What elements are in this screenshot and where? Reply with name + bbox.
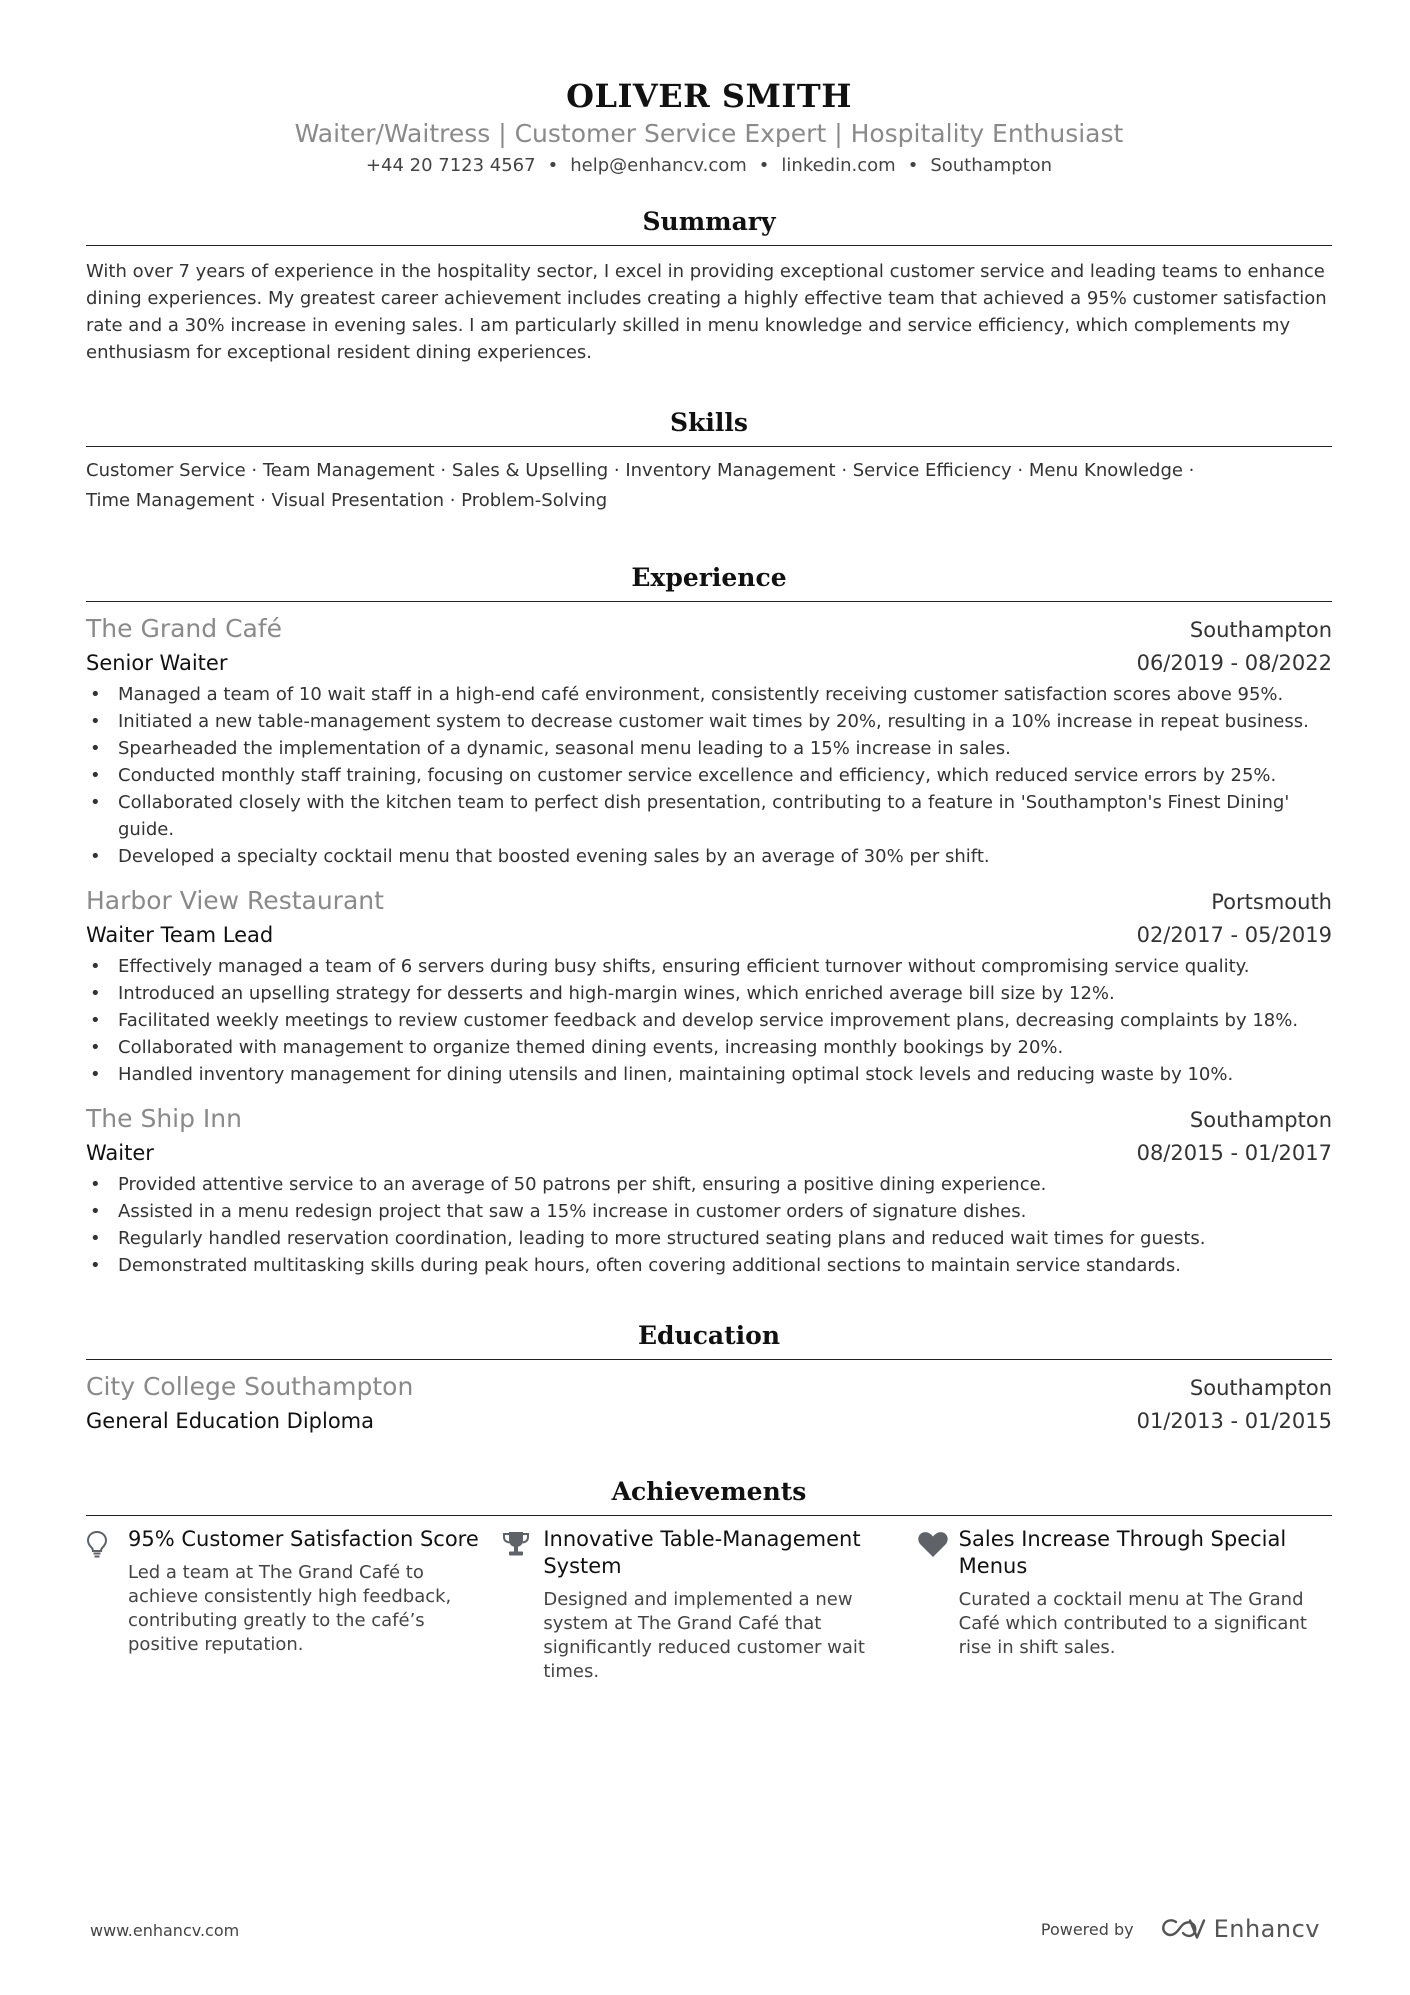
bullet-item: • Managed a team of 10 wait staff in a high-end café environment, consistently receiving customer satisfaction scores above 95%. xyxy=(86,681,1332,708)
section-title: Education xyxy=(86,1319,1332,1360)
job-bullets xyxy=(86,1171,1332,1279)
linkedin-link[interactable]: linkedin.com xyxy=(781,155,896,176)
company-name: The Ship Inn xyxy=(86,1104,242,1133)
bullet-item: • Regularly handled reservation coordination, leading to more structured seating plans and reduced wait times for guests. xyxy=(86,1225,1332,1252)
job-title: Waiter xyxy=(86,1141,154,1165)
degree: General Education Diploma xyxy=(86,1409,375,1433)
phone: +44 20 7123 4567 xyxy=(365,155,536,176)
summary-section xyxy=(86,205,1332,366)
bullet-item: • Spearheaded the implementation of a dynamic, seasonal menu leading to a 15% increase in sales. xyxy=(86,735,1332,762)
bullet-item: • Developed a specialty cocktail menu that boosted evening sales by an average of 30% per shift. xyxy=(86,843,1332,870)
section-title: Summary xyxy=(86,205,1332,246)
location: Southampton xyxy=(930,155,1053,176)
company-name: The Grand Café xyxy=(86,614,283,643)
bullet-item: • Assisted in a menu redesign project that saw a 15% increase in customer orders of signature dishes. xyxy=(86,1198,1332,1225)
achievements-section xyxy=(86,1475,1332,1684)
resume-page xyxy=(86,76,1332,1684)
company-name: Harbor View Restaurant xyxy=(86,886,384,915)
job-location: Southampton xyxy=(1189,1108,1332,1132)
education-entry xyxy=(86,1370,1332,1437)
separator: • xyxy=(547,155,559,176)
resume-header xyxy=(86,76,1332,179)
job-dates: 02/2017 - 05/2019 xyxy=(1136,923,1332,947)
candidate-name: OLIVER SMITH xyxy=(566,77,852,115)
bullet-item: • Facilitated weekly meetings to review customer feedback and develop service improvement plans, decreasing complaints by 18%. xyxy=(86,1007,1332,1034)
job-title: Waiter Team Lead xyxy=(86,923,274,947)
bullet-item: • Conducted monthly staff training, focusing on customer service excellence and efficiency, which reduced service errors by 25%. xyxy=(86,762,1332,789)
job-entry xyxy=(86,612,1332,870)
heart-icon xyxy=(917,1526,959,1684)
bullet-item: • Provided attentive service to an average of 50 patrons per shift, ensuring a positive dining experience. xyxy=(86,1171,1332,1198)
bullet-item: • Handled inventory management for dining utensils and linen, maintaining optimal stock levels and reducing waste by 10%. xyxy=(86,1061,1332,1088)
achievements-grid xyxy=(86,1526,1332,1684)
enhancv-logo-icon xyxy=(1160,1917,1206,1941)
section-title: Achievements xyxy=(86,1475,1332,1516)
achievement-title: Sales Increase Through Special Menus xyxy=(958,1527,1287,1578)
skills-section xyxy=(86,406,1332,516)
bullet-item: • Collaborated closely with the kitchen team to perfect dish presentation, contributing to a feature in 'Southampton's Finest Dining' guide. xyxy=(86,789,1332,843)
education-section xyxy=(86,1319,1332,1437)
job-title: Senior Waiter xyxy=(86,651,228,675)
bullet-item: • Effectively managed a team of 6 servers during busy shifts, ensuring efficient turnover without compromising service quality. xyxy=(86,953,1332,980)
achievement-title: Innovative Table-Management System xyxy=(543,1527,861,1578)
education-dates: 01/2013 - 01/2015 xyxy=(1136,1409,1332,1433)
job-bullets xyxy=(86,681,1332,870)
bullet-item: • Initiated a new table-management system to decrease customer wait times by 20%, resulting in a 10% increase in repeat business. xyxy=(86,708,1332,735)
job-entry xyxy=(86,884,1332,1088)
separator: • xyxy=(758,155,770,176)
brand-name: Enhancv xyxy=(1213,1915,1320,1943)
achievement-item xyxy=(501,1526,916,1684)
section-title: Experience xyxy=(86,561,1332,602)
bullet-item: • Collaborated with management to organize themed dining events, increasing monthly bookings by 20%. xyxy=(86,1034,1332,1061)
job-dates: 08/2015 - 01/2017 xyxy=(1136,1141,1332,1165)
skills-line: Customer Service · Team Management · Sales & Upselling · Inventory Management · Service Efficiency · Menu Knowledge · xyxy=(86,460,1195,481)
skills-line: Time Management · Visual Presentation · Problem-Solving xyxy=(86,490,608,511)
website-link[interactable]: www.enhancv.com xyxy=(90,1921,240,1940)
email-link[interactable]: help@enhancv.com xyxy=(570,155,747,176)
contact-line xyxy=(86,153,1332,179)
summary-text: With over 7 years of experience in the hospitality sector, I excel in providing exceptional customer service and leading teams to enhance dining experiences. My greatest career achievement includes creating a highly effective team that achieved a 95% customer satisfaction rate and a 30% increase in evening sales. I am particularly skilled in menu knowledge and service efficiency, which complements my enthusiasm for exceptional resident dining experiences. xyxy=(86,261,1327,363)
school-location: Southampton xyxy=(1189,1376,1332,1400)
separator: • xyxy=(907,155,919,176)
achievement-item xyxy=(917,1526,1332,1684)
trophy-icon xyxy=(501,1526,543,1684)
school-name: City College Southampton xyxy=(86,1372,414,1401)
achievement-description: Curated a cocktail menu at The Grand Café which contributed to a significant rise in shift sales. xyxy=(958,1589,1307,1658)
job-location: Portsmouth xyxy=(1211,890,1332,914)
achievement-item xyxy=(86,1526,501,1684)
job-bullets xyxy=(86,953,1332,1088)
achievement-title: 95% Customer Satisfaction Score xyxy=(128,1527,479,1551)
experience-section xyxy=(86,561,1332,1279)
powered-by xyxy=(1041,1915,1320,1943)
job-location: Southampton xyxy=(1189,618,1332,642)
achievement-description: Led a team at The Grand Café to achieve consistently high feedback, contributing greatly to the café’s positive reputation. xyxy=(128,1562,452,1655)
section-title: Skills xyxy=(86,406,1332,447)
page-footer xyxy=(90,1915,1320,1945)
candidate-tagline: Waiter/Waitress | Customer Service Expert | Hospitality Enthusiast xyxy=(294,119,1124,148)
bullet-item: • Introduced an upselling strategy for desserts and high-margin wines, which enriched average bill size by 12%. xyxy=(86,980,1332,1007)
achievement-description: Designed and implemented a new system at The Grand Café that significantly reduced customer wait times. xyxy=(543,1589,865,1682)
bullet-item: • Demonstrated multitasking skills during peak hours, often covering additional sections to maintain service standards. xyxy=(86,1252,1332,1279)
powered-by-label: Powered by xyxy=(1040,1919,1134,1939)
job-entry xyxy=(86,1102,1332,1279)
job-dates: 06/2019 - 08/2022 xyxy=(1136,651,1332,675)
skills-list xyxy=(86,456,1332,516)
lightbulb-icon xyxy=(86,1526,128,1684)
